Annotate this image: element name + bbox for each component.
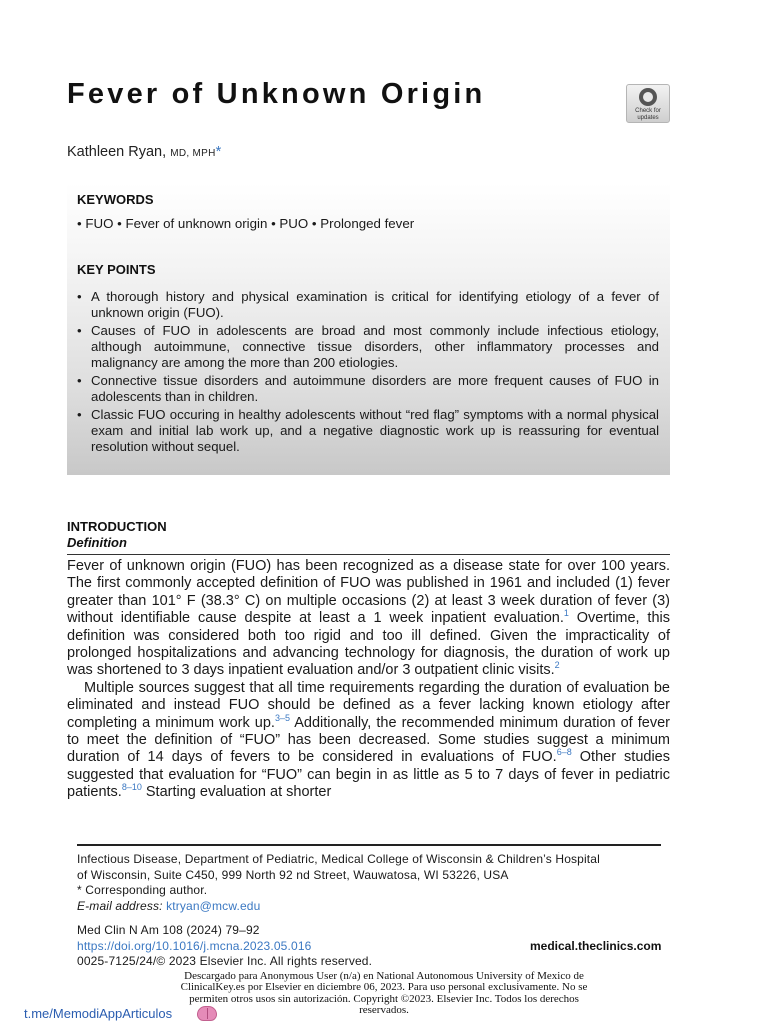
doi-link[interactable]: https://doi.org/10.1016/j.mcna.2023.05.016 xyxy=(77,938,312,953)
journal-info xyxy=(77,923,372,970)
author-name: Kathleen Ryan, xyxy=(67,144,167,160)
email-line xyxy=(77,899,677,915)
paragraph: Multiple sources suggest that all time requirements regarding the duration of evaluation be eliminated and instead FUO should be defined as a fever lacking known etiology after completing a minimum work up.$^{3-5}$ Additionally, the recommended minimum duration of fever to meet the definition of “FUO” has been decreased. Some studies suggest a minimum duration of 14 days of fevers to be considered in evaluations of FUO.$^{6-8}$ Other studies suggested that evaluation for “FUO” can begin in as little as 5 to 7 days of fever in pediatric patients.$^{8-10}$ Starting evaluation at shorter xyxy=(67,679,670,801)
keywords-keypoints-box xyxy=(67,183,670,475)
key-points-list xyxy=(77,289,659,457)
key-points-heading: KEY POINTS xyxy=(77,262,156,277)
key-point-item: • Connective tissue disorders and autoimmune disorders are more frequent causes of FUO in adolescents than in children. xyxy=(77,373,659,405)
citation-link[interactable]: 8–10 xyxy=(121,782,142,793)
keywords-heading: KEYWORDS xyxy=(77,192,154,207)
introduction-body xyxy=(67,558,670,802)
crossmark-ring-icon xyxy=(639,88,657,106)
citation-link[interactable]: 3–5 xyxy=(274,712,290,723)
affiliation-line: of Wisconsin, Suite C450, 999 North 92 nd Street, Wauwatosa, WI 53226, USA xyxy=(77,867,509,882)
email-label: E-mail address: xyxy=(77,898,163,913)
citation-link[interactable]: 2 xyxy=(554,660,560,671)
section-heading-introduction: INTRODUCTION xyxy=(67,519,167,534)
affiliation-line: Infectious Disease, Department of Pediatric, Medical College of Wisconsin & Children’s Hospital xyxy=(77,852,600,866)
footnote-divider xyxy=(77,844,661,846)
journal-website[interactable]: medical.theclinics.com xyxy=(530,939,662,953)
author-degrees: MD, MPH xyxy=(170,148,216,159)
subsection-heading-definition: Definition xyxy=(67,535,127,550)
key-point-item: • Classic FUO occuring in healthy adolescents without “red flag” symptoms with a normal physical exam and initial lab work up, and a negative diagnostic work up is reassuring for eventual resolution without sequel. xyxy=(77,407,659,455)
article-title: Fever of Unknown Origin xyxy=(67,78,486,110)
telegram-watermark-link[interactable]: t.me/MemodiAppArticulos xyxy=(24,1006,173,1021)
corresponding-author: * Corresponding author. xyxy=(77,883,208,897)
key-point-item: • Causes of FUO in adolescents are broad and most commonly include infectious etiology, although autoimmune, connective tissue disorders, other inflammatory processes and malignancy are among the more than 200 etiologies. xyxy=(77,323,659,371)
section-divider xyxy=(67,554,670,555)
email-link[interactable]: ktryan@mcw.edu xyxy=(166,898,261,913)
citation-link[interactable]: 1 xyxy=(563,608,569,619)
keywords-list: • FUO • Fever of unknown origin • PUO • Prolonged fever xyxy=(77,216,415,231)
citation-link[interactable]: 6–8 xyxy=(556,747,572,758)
author-corresponding-mark[interactable]: * xyxy=(215,144,222,160)
crossmark-label: Check for updates xyxy=(635,108,661,121)
download-notice: Descargado para Anonymous User (n/a) en National Autonomous University of Mexico de ClinicalKey.es por Elsevier en diciembre 06, 2023. Para uso personal exclusivamente. No se permiten otros usos sin autorización. Copyright ©2023. Elsevier Inc. Todos los derechos reservados. xyxy=(180,970,588,1017)
brain-icon xyxy=(197,1006,217,1021)
paragraph: Fever of unknown origin (FUO) has been recognized as a disease state for over 100 years. The first commonly accepted definition of FUO was published in 1961 and included (1) fever greater than 101° F (38.3° C) on multiple occasions (2) at least 3 week duration of fever (3) without identifiable cause despite at least a 1 week inpatient evaluation.$^1$ Overtime, this definition was considered both too rigid and too ill defined. Given the impracticality of prolonged hospitalizations and advancing technology for diagnosis, the duration of work up was shortened to 3 days inpatient evaluation and/or 3 outpatient clinic visits.$^2$ xyxy=(67,558,670,679)
journal-citation: Med Clin N Am 108 (2024) 79–92 xyxy=(77,923,260,937)
key-point-item: • A thorough history and physical examination is critical for identifying etiology of a fever of unknown origin (FUO). xyxy=(77,289,659,321)
author-line xyxy=(67,144,221,160)
affiliation-footnote xyxy=(77,852,677,914)
copyright-notice: 0025-7125/24/© 2023 Elsevier Inc. All rights reserved. xyxy=(77,954,373,968)
check-for-updates-icon[interactable] xyxy=(626,84,670,123)
